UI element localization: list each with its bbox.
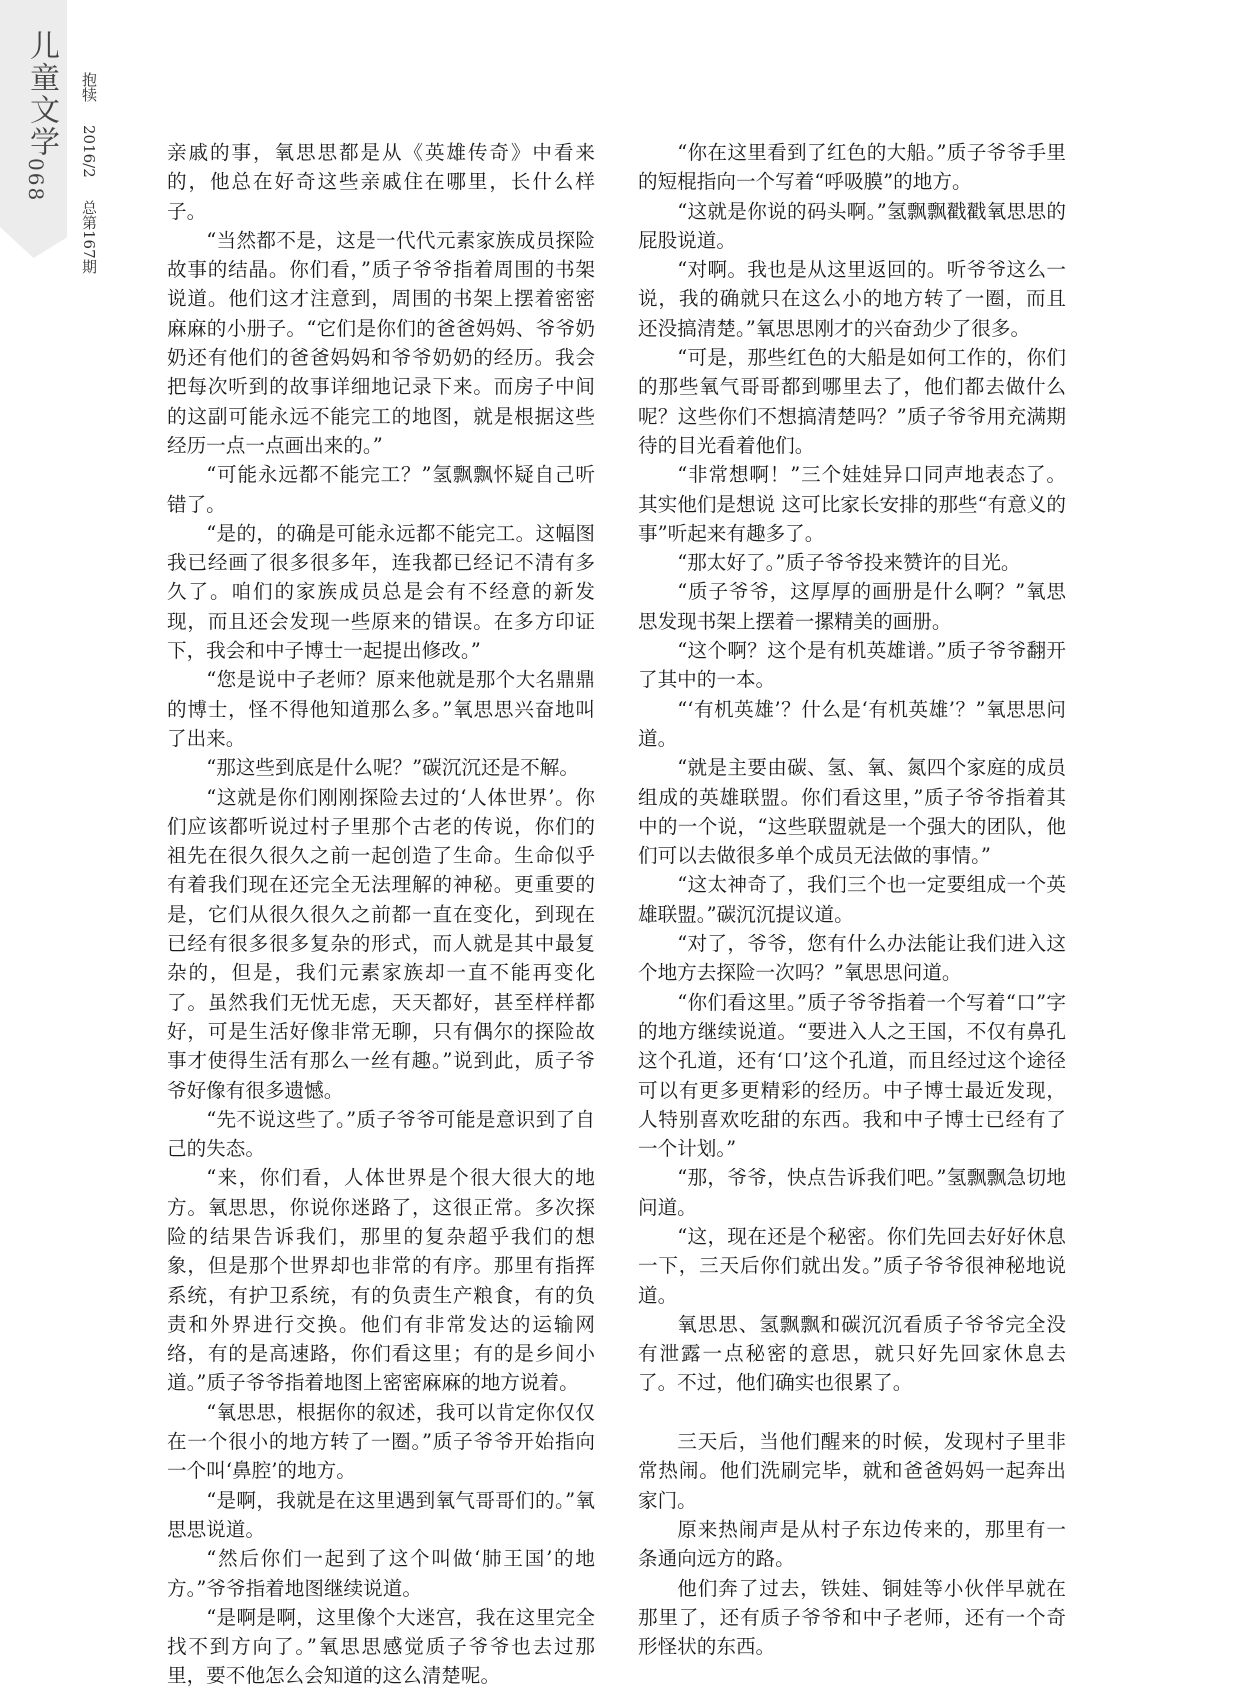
left-column xyxy=(167,138,595,1691)
paragraph: “就是主要由碳、氢、氧、氮四个家庭的成员组成的英雄联盟。你们看这里，”质子爷爷指着其中的一个说，“这些联盟就是一个强大的团队，他们可以去做很多单个成员无法做的事情。” xyxy=(638,756,1066,868)
paragraph: 亲戚的事，氧思思都是从《英雄传奇》中看来的，他总在好奇这些亲戚住在哪里，长什么样子。 xyxy=(167,141,595,223)
paragraph: “这就是你说的码头啊。”氢飘飘戳戳氧思思的屁股说道。 xyxy=(638,199,1066,252)
paragraph: “你在这里看到了红色的大船。”质子爷爷手里的短棍指向一个写着“呼吸膜”的地方。 xyxy=(638,141,1066,194)
paragraph: “这太神奇了，我们三个也一定要组成一个英雄联盟。”碳沉沉提议道。 xyxy=(638,873,1066,926)
issue-info xyxy=(74,72,100,292)
paragraph: 原来热闹声是从村子东边传来的，那里有一条通向远方的路。 xyxy=(638,1517,1066,1571)
issue-label: 抱犊 xyxy=(80,72,98,102)
section-break xyxy=(638,1398,1066,1427)
paragraph: 三天后，当他们醒来的时候，发现村子里非常热闹。他们洗刷完毕，就和爸爸妈妈一起奔出家门。 xyxy=(638,1430,1066,1512)
paragraph: “来，你们看，人体世界是个很大很大的地方。氧思思，你说你迷路了，这很正常。多次探险的结果告诉我们，那里的复杂超乎我们的想象，但是那个世界却也非常的有序。那里有指挥系统，有护卫系统，有的负责生产粮食，有的负责和外界进行交换。他们有非常发达的运输网络，有的是高速路，你们看这里；有的是乡间小道。”质子爷爷指着地图上密密麻麻的地方说着。 xyxy=(167,1166,595,1395)
paragraph: “这，现在还是个秘密。你们先回去好好休息一下，三天后你们就出发。”质子爷爷很神秘地说道。 xyxy=(638,1224,1066,1307)
paragraph: “那太好了。”质子爷爷投来赞许的目光。 xyxy=(677,551,1021,575)
paragraph: “非常想啊！”三个娃娃异口同声地表态了。其实他们是想说 这可比家长安排的那些“有意义的事”听起来有趣多了。 xyxy=(638,463,1066,545)
paragraph: “你们看这里。”质子爷爷指着一个写着“口”字的地方继续说道。“要进入人之王国，不仅有鼻孔这个孔道，还有‘口’这个孔道，而且经过这个途径可以有更多更精彩的经历。中子博士最近发现，人特别喜欢吃甜的东西。我和中子博士已经有了一个计划。” xyxy=(638,990,1066,1161)
paragraph: “是啊是啊，这里像个大迷宫，我在这里完全找不到方向了。”氧思思感觉质子爷爷也去过那里，要不他怎么会知道的这么清楚呢。 xyxy=(167,1605,595,1688)
paragraph: “可是，那些红色的大船是如何工作的，你们的那些氧气哥哥都到哪里去了，他们都去做什么呢？这些你们不想搞清楚吗？”质子爷爷用充满期待的目光看着他们。 xyxy=(638,346,1066,457)
paragraph: “那这些到底是什么呢？”碳沉沉还是不解。 xyxy=(206,756,579,780)
magazine-title: 儿童文学 xyxy=(24,30,59,158)
page-number: 068 xyxy=(24,158,48,203)
paragraph: “然后你们一起到了这个叫做‘肺王国’的地方。”爷爷指着地图继续说道。 xyxy=(167,1547,595,1600)
paragraph: “这就是你们刚刚探险去过的‘人体世界’。你们应该都听说过村子里那个古老的传说，你们的祖先在很久很久之前一起创造了生命。生命似乎有着我们现在还完全无法理解的神秘。更重要的是，它们从很久很久之前都一直在变化，到现在已经有很多很多复杂的形式，而人就是其中最复杂的，但是，我们元素家族却一直不能再变化了。虽然我们无忧无虑，天天都好，甚至样样都好，可是生活好像非常无聊，只有偶尔的探险故事才使得生活有那么一丝有趣。”说到此，质子爷爷好像有很多遗憾。 xyxy=(167,785,595,1102)
paragraph: “氧思思，根据你的叙述，我可以肯定你仅仅在一个很小的地方转了一圈。”质子爷爷开始指向一个叫‘鼻腔’的地方。 xyxy=(167,1400,595,1483)
paragraph: “这个啊？这个是有机英雄谱。”质子爷爷翻开了其中的一本。 xyxy=(638,639,1066,692)
paragraph: “对啊。我也是从这里返回的。听爷爷这么一说，我的确就只在这么小的地方转了一圈，而且还没搞清楚。”氧思思刚才的兴奋劲少了很多。 xyxy=(638,258,1066,340)
paragraph: “‘有机英雄’？什么是‘有机英雄’？”氧思思问道。 xyxy=(638,697,1066,750)
paragraph: “那，爷爷，快点告诉我们吧。”氢飘飘急切地问道。 xyxy=(638,1166,1066,1219)
paragraph: 他们奔了过去，铁娃、铜娃等小伙伴早就在那里了，还有质子爷爷和中子老师，还有一个奇形怪状的东西。 xyxy=(638,1576,1066,1659)
paragraph: 氧思思、氢飘飘和碳沉沉看质子爷爷完全没有泄露一点秘密的意思，就只好先回家休息去了。不过，他们确实也很累了。 xyxy=(638,1312,1066,1395)
paragraph: “对了，爷爷，您有什么办法能让我们进入这个地方去探险一次吗？”氧思思问道。 xyxy=(638,932,1066,985)
paragraph: “是啊，我就是在这里遇到氧气哥哥们的。”氧思思说道。 xyxy=(167,1488,595,1541)
issue-number: 总第167期 xyxy=(80,200,98,274)
issue-date: 2016/2 xyxy=(80,124,98,178)
right-column xyxy=(638,138,1066,1661)
paragraph: “当然都不是，这是一代代元素家族成员探险故事的结晶。你们看，”质子爷爷指着周围的书架说道。他们这才注意到，周围的书架上摆着密密麻麻的小册子。“它们是你们的爸爸妈妈、爷爷奶奶还有他们的爸爸妈妈和爷爷奶奶的经历。我会把每次听到的故事详细地记录下来。而房子中间的这副可能永远不能完工的地图，就是根据这些经历一点一点画出来的。” xyxy=(167,228,595,457)
paragraph: “质子爷爷，这厚厚的画册是什么啊？”氧思思发现书架上摆着一摞精美的画册。 xyxy=(638,580,1066,633)
paragraph: “先不说这些了。”质子爷爷可能是意识到了自己的失态。 xyxy=(167,1107,595,1161)
paragraph: “可能永远都不能完工？”氢飘飘怀疑自己听错了。 xyxy=(167,463,595,516)
paragraph: “是的，的确是可能永远都不能完工。这幅图我已经画了很多很多年，连我都已经记不清有多久了。咱们的家族成员总是会有不经意的新发现，而且还会发现一些原来的错误。在多方印证下，我会和中子博士一起提出修改。” xyxy=(167,521,595,663)
paragraph: “您是说中子老师？原来他就是那个大名鼎鼎的博士，怪不得他知道那么多。”氧思思兴奋地叫了出来。 xyxy=(167,668,595,750)
